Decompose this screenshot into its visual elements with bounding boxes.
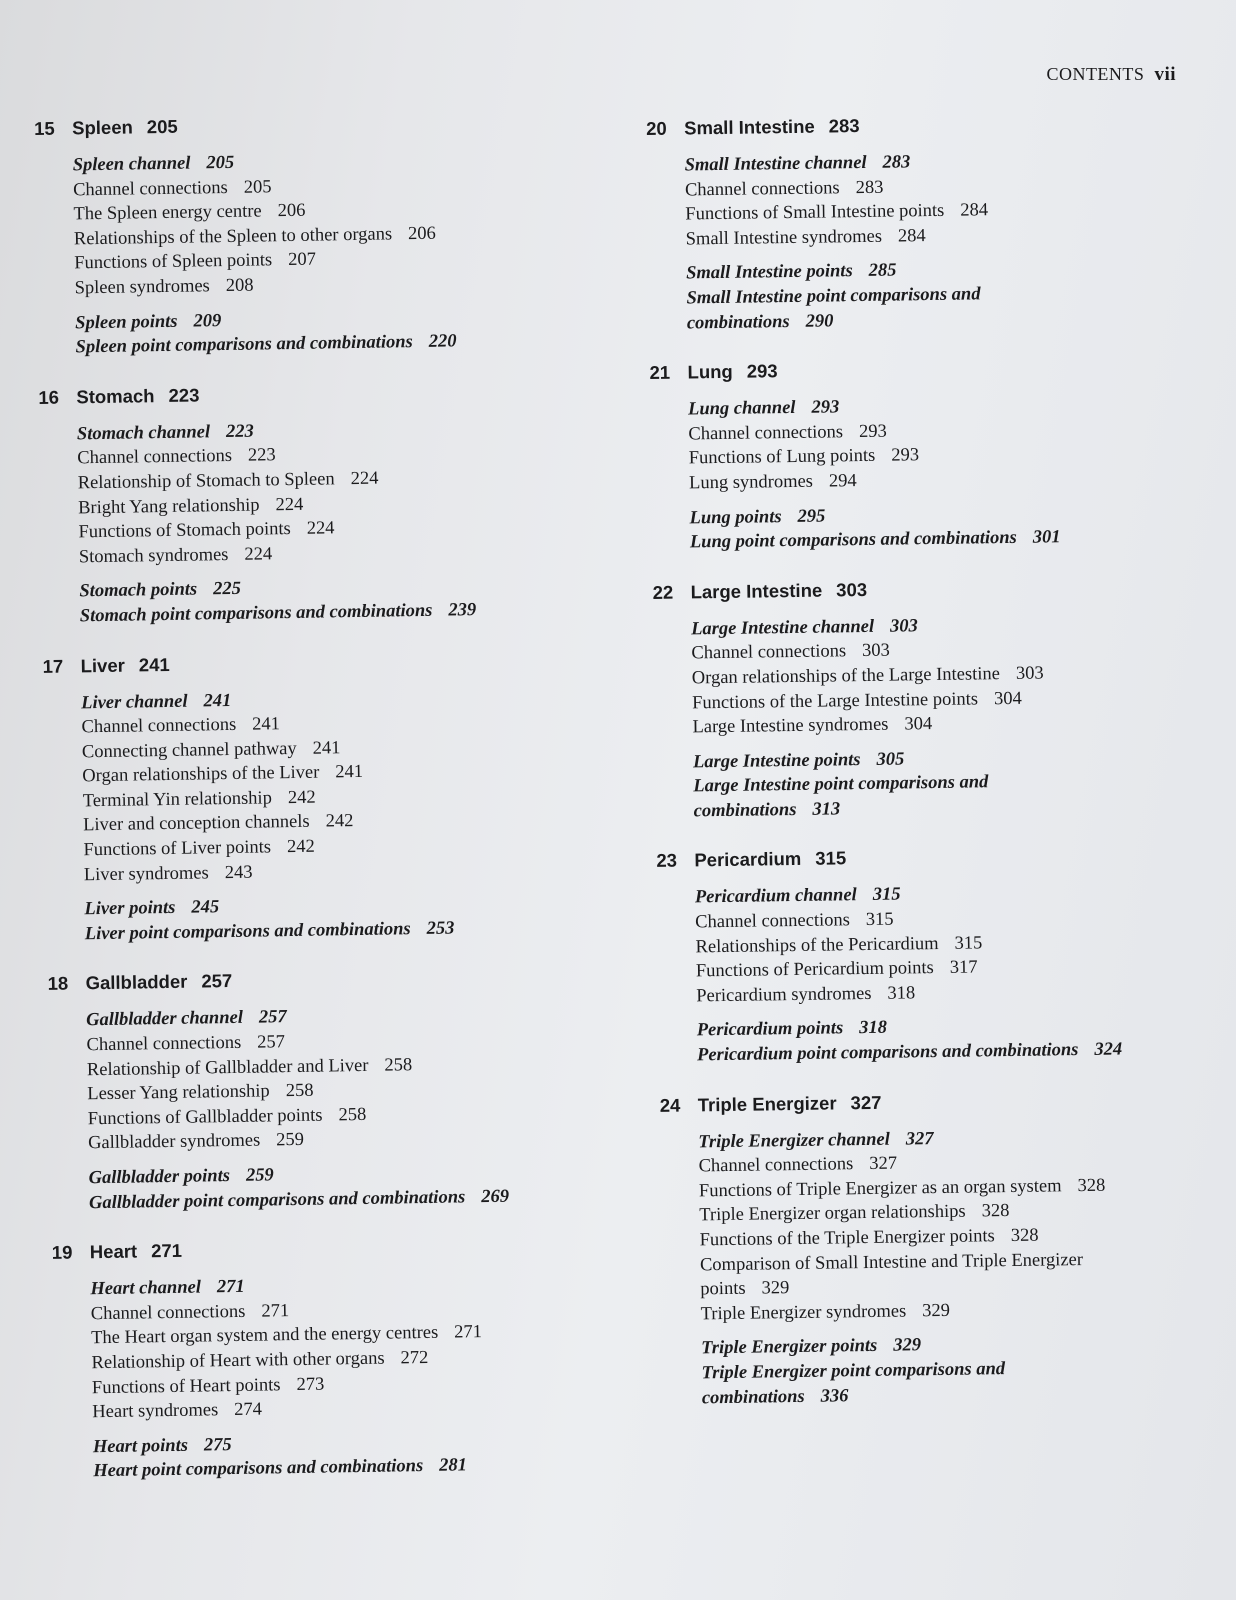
entry-page: 328 (1010, 1225, 1039, 1247)
entry-page: 328 (981, 1201, 1010, 1222)
toc-section (691, 610, 1215, 740)
entry-page: 257 (258, 1007, 287, 1029)
entry-page: 303 (889, 615, 918, 637)
entry-title: Functions of Liver points (83, 837, 272, 861)
entry-title: Gallbladder channel (86, 1008, 244, 1031)
chapter-heading (47, 965, 592, 1002)
chapter-heading (52, 1233, 597, 1270)
chapter-page: 205 (146, 115, 178, 138)
entry-title: Triple Energizer points (701, 1336, 878, 1359)
toc-chapter (34, 109, 583, 360)
entry-title: Pericardium point comparisons and combinations (696, 1040, 1079, 1066)
entry-title: Channel connections (691, 641, 847, 664)
toc-chapter (649, 354, 1212, 555)
chapter-heading (652, 574, 1212, 610)
entry-title: Large Intestine points (692, 749, 861, 773)
entry-page: 304 (904, 714, 933, 735)
entry-title: Functions of the Triple Energizer points (699, 1226, 995, 1251)
entry-title: points (700, 1278, 746, 1300)
entry-page: 303 (1015, 663, 1044, 684)
chapter-title: Lung (687, 360, 733, 383)
entry-title: Functions of Small Intestine points (685, 201, 945, 225)
toc-section (75, 303, 583, 360)
entry-title: Liver channel (81, 691, 188, 713)
entry-page: 304 (993, 688, 1022, 709)
entry-title: The Spleen energy centre (73, 201, 262, 225)
entry-page: 241 (312, 737, 341, 759)
chapter-title: Gallbladder (85, 971, 188, 994)
chapter-title: Heart (89, 1240, 138, 1263)
entry-title: Relationships of the Pericardium (695, 933, 939, 958)
chapter-title: Pericardium (694, 848, 802, 871)
entry-page: 294 (828, 471, 857, 492)
chapter-title: Large Intestine (690, 579, 823, 603)
entry-title: Gallbladder syndromes (87, 1130, 261, 1154)
toc-section (73, 145, 582, 301)
entry-title: Relationship of Stomach to Spleen (77, 469, 335, 494)
entry-title: Functions of Spleen points (74, 250, 273, 274)
entry-page: 318 (859, 1018, 888, 1039)
chapter-number: 22 (652, 581, 674, 603)
entry-title: Channel connections (81, 714, 237, 738)
toc-section (698, 1123, 1223, 1327)
entry-title: Large Intestine point comparisons and (693, 772, 989, 797)
entry-page: 207 (287, 249, 317, 271)
entry-page: 253 (426, 918, 455, 939)
entry-page: 274 (234, 1399, 263, 1421)
entry-page: 258 (338, 1104, 367, 1126)
chapter-title: Spleen (71, 116, 133, 139)
entry-title: Functions of Triple Energizer as an organ system (698, 1176, 1062, 1202)
entry-page: 225 (212, 579, 242, 600)
entry-page: 318 (887, 983, 916, 1004)
toc-section (684, 146, 1207, 252)
entry-page: 224 (244, 544, 273, 565)
entry-page: 285 (868, 260, 897, 282)
entry-title: Small Intestine channel (684, 152, 867, 176)
toc-section (695, 879, 1219, 1009)
chapter-number: 16 (38, 386, 60, 408)
entry-page: 301 (1032, 527, 1061, 548)
running-head-label: CONTENTS (1046, 64, 1145, 84)
entry-page: 241 (252, 714, 281, 735)
chapter-heading (34, 109, 579, 146)
entry-page: 224 (275, 494, 304, 515)
entry-page: 242 (286, 836, 315, 858)
entry-page: 205 (243, 176, 272, 198)
entry-page: 329 (761, 1278, 790, 1299)
toc-column-left (34, 109, 601, 1510)
entry-page: 258 (285, 1080, 314, 1102)
entry-page: 293 (891, 445, 920, 466)
entry-page: 208 (225, 275, 254, 296)
entry-title: Functions of Stomach points (78, 519, 291, 543)
entry-page: 245 (191, 897, 220, 918)
entry-page: 259 (276, 1130, 305, 1151)
toc-chapter (38, 378, 587, 629)
entry-title: The Heart organ system and the energy centres (91, 1323, 439, 1349)
entry-page: 220 (428, 331, 457, 352)
entry-title: Channel connections (698, 1154, 854, 1177)
entry-page: 206 (407, 223, 437, 244)
entry-page: 223 (225, 421, 254, 442)
entry-page: 315 (865, 909, 894, 931)
entry-page: 275 (203, 1434, 232, 1456)
entry-page: 327 (905, 1128, 934, 1150)
entry-title: Channel connections (86, 1032, 242, 1056)
entry-title: Lung syndromes (688, 471, 814, 494)
chapter-number: 20 (646, 117, 667, 139)
entry-title: Spleen points (75, 311, 178, 333)
entry-page: 243 (224, 862, 253, 883)
chapter-page: 271 (150, 1240, 183, 1262)
entry-title: Triple Energizer point comparisons and (701, 1359, 1006, 1384)
entry-page: 239 (448, 600, 477, 621)
entry-page: 259 (245, 1165, 274, 1186)
entry-title: Lung point comparisons and combinations (689, 527, 1017, 553)
chapter-heading (646, 110, 1206, 146)
toc-chapter (42, 647, 592, 947)
entry-page: 271 (216, 1277, 245, 1298)
entry-page: 293 (811, 397, 840, 418)
entry-title: Channel connections (72, 177, 228, 200)
entry-page: 224 (350, 468, 379, 490)
entry-page: 271 (261, 1300, 290, 1322)
chapter-page: 257 (201, 970, 233, 992)
toc-section (86, 1001, 595, 1157)
entry-title: Heart point comparisons and combinations (93, 1456, 424, 1482)
entry-title: Relationship of Heart with other organs (91, 1348, 385, 1374)
entry-title: Heart channel (90, 1277, 202, 1300)
toc-chapter (52, 1233, 601, 1484)
entry-title: Pericardium channel (694, 885, 857, 908)
toc-section (697, 1012, 1220, 1068)
entry-title: Lung channel (687, 398, 796, 420)
entry-page: 328 (1077, 1175, 1106, 1196)
entry-page: 241 (335, 762, 364, 783)
chapter-title: Stomach (76, 384, 155, 408)
entry-title: combinations (686, 311, 790, 334)
entry-page: 329 (922, 1300, 951, 1322)
toc-section (701, 1329, 1224, 1410)
entry-title: Small Intestine syndromes (685, 226, 883, 250)
entry-page: 257 (257, 1032, 286, 1053)
toc-column-right (646, 110, 1224, 1437)
entry-page: 336 (820, 1385, 849, 1407)
toc-section (79, 572, 587, 629)
chapter-page: 223 (168, 384, 200, 406)
entry-page: 206 (277, 200, 306, 222)
entry-title: Bright Yang relationship (77, 495, 260, 518)
entry-title: Organ relationships of the Large Intestine (691, 664, 1001, 689)
entry-page: 269 (481, 1186, 510, 1207)
toc-section (689, 499, 1212, 555)
entry-title: combinations (701, 1386, 805, 1408)
entry-page: 258 (384, 1054, 413, 1076)
entry-title: Liver and conception channels (82, 812, 310, 836)
toc-section (81, 683, 591, 888)
entry-page: 324 (1094, 1039, 1123, 1060)
chapter-page: 315 (815, 847, 847, 870)
page-number: vii (1154, 64, 1176, 85)
entry-page: 327 (869, 1153, 898, 1175)
entry-title: Spleen channel (72, 153, 191, 176)
running-head (1046, 64, 1176, 86)
chapter-heading (656, 843, 1216, 879)
entry-page: 241 (203, 690, 232, 711)
entry-title: Functions of Heart points (91, 1374, 281, 1398)
entry-page: 283 (855, 177, 884, 198)
entry-title: Liver point comparisons and combinations (84, 919, 411, 945)
entry-title: Small Intestine points (686, 261, 853, 284)
entry-title: combinations (693, 799, 797, 822)
entry-title: Connecting channel pathway (81, 738, 297, 763)
entry-title: Triple Energizer organ relationships (699, 1202, 966, 1226)
entry-page: 272 (400, 1347, 429, 1369)
entry-title: Pericardium syndromes (696, 983, 872, 1007)
entry-title: Comparison of Small Intestine and Triple Energizer (699, 1249, 1084, 1275)
entry-title: Terminal Yin relationship (82, 788, 273, 812)
entry-title: Stomach channel (76, 422, 211, 445)
entry-page: 209 (193, 310, 222, 332)
entry-title: Gallbladder point comparisons and combinations (88, 1186, 466, 1213)
chapter-page: 327 (850, 1091, 882, 1113)
entry-page: 313 (812, 799, 841, 820)
entry-title: Functions of the Large Intestine points (692, 688, 979, 713)
toc-section (84, 890, 592, 947)
toc-section (88, 1158, 596, 1215)
entry-page: 295 (797, 506, 826, 527)
entry-page: 315 (872, 884, 901, 906)
entry-title: Liver points (84, 898, 176, 920)
chapter-page: 241 (138, 653, 170, 675)
chapter-page: 283 (828, 115, 860, 137)
entry-title: Pericardium points (696, 1018, 844, 1041)
entry-title: Heart syndromes (92, 1400, 219, 1423)
chapter-heading (649, 354, 1209, 390)
chapter-number: 23 (656, 850, 678, 872)
entry-title: Lung points (689, 506, 782, 528)
entry-title: Triple Energizer syndromes (700, 1301, 907, 1325)
chapter-heading (42, 647, 587, 684)
entry-page: 284 (960, 200, 989, 221)
entry-page: 315 (954, 933, 983, 954)
entry-page: 305 (876, 749, 905, 770)
toc-section (686, 255, 1209, 336)
entry-title: Small Intestine point comparisons and (686, 284, 981, 309)
chapter-number: 21 (649, 361, 671, 384)
entry-page: 205 (206, 152, 235, 174)
toc-section (77, 414, 586, 570)
chapter-number: 17 (42, 655, 64, 677)
chapter-number: 18 (47, 973, 69, 995)
entry-page: 283 (882, 152, 911, 173)
chapter-title: Liver (80, 654, 125, 676)
entry-page: 223 (247, 445, 276, 467)
entry-page: 303 (861, 640, 890, 662)
chapter-page: 303 (836, 578, 868, 601)
entry-page: 281 (439, 1455, 468, 1477)
entry-title: Triple Energizer channel (698, 1129, 890, 1152)
toc-chapter (652, 574, 1215, 825)
chapter-number: 15 (34, 117, 55, 139)
chapter-title: Triple Energizer (697, 1092, 837, 1115)
chapter-title: Small Intestine (683, 115, 815, 139)
entry-page: 284 (897, 225, 926, 247)
chapter-page: 293 (746, 360, 778, 382)
entry-title: Large Intestine channel (691, 616, 875, 640)
toc-section (688, 390, 1211, 496)
entry-title: Heart points (92, 1435, 189, 1457)
entry-title: Channel connections (77, 446, 233, 469)
toc-section (93, 1427, 601, 1484)
entry-page: 242 (325, 811, 354, 832)
entry-title: Relationships of the Spleen to other organs (73, 224, 393, 250)
entry-page: 293 (858, 421, 887, 442)
entry-title: Organ relationships of the Liver (82, 762, 320, 787)
chapter-number: 24 (659, 1094, 681, 1116)
entry-page: 273 (296, 1374, 325, 1395)
entry-title: Functions of Pericardium points (695, 958, 934, 982)
entry-page: 271 (454, 1322, 483, 1343)
toc-chapter (656, 843, 1219, 1069)
entry-title: Stomach points (79, 579, 198, 602)
entry-page: 317 (949, 957, 978, 979)
entry-title: Channel connections (695, 910, 851, 933)
entry-title: Spleen syndromes (74, 276, 210, 299)
entry-title: Spleen point comparisons and combinations (75, 332, 413, 358)
entry-page: 242 (287, 787, 316, 808)
entry-title: Channel connections (688, 422, 844, 445)
chapter-heading (38, 378, 583, 415)
entry-page: 224 (306, 518, 335, 539)
entry-title: Channel connections (90, 1301, 246, 1325)
entry-title: Functions of Lung points (688, 446, 876, 469)
entry-title: Stomach syndromes (78, 544, 229, 568)
toc-section (693, 743, 1216, 824)
entry-page: 329 (893, 1335, 922, 1357)
entry-title: Stomach point comparisons and combinations (79, 600, 433, 627)
entry-title: Functions of Gallbladder points (87, 1105, 323, 1130)
entry-title: Lesser Yang relationship (87, 1081, 270, 1105)
entry-title: Large Intestine syndromes (692, 714, 889, 738)
entry-page: 290 (805, 310, 834, 332)
entry-title: Liver syndromes (83, 863, 209, 885)
chapter-number: 19 (51, 1241, 73, 1264)
toc-section (90, 1269, 599, 1425)
toc-chapter (646, 110, 1209, 336)
entry-title: Gallbladder points (88, 1166, 231, 1189)
chapter-heading (660, 1087, 1220, 1123)
toc-chapter (47, 965, 596, 1216)
entry-title: Channel connections (684, 177, 840, 201)
entry-title: Relationship of Gallbladder and Liver (86, 1055, 369, 1080)
toc-chapter (660, 1087, 1224, 1411)
